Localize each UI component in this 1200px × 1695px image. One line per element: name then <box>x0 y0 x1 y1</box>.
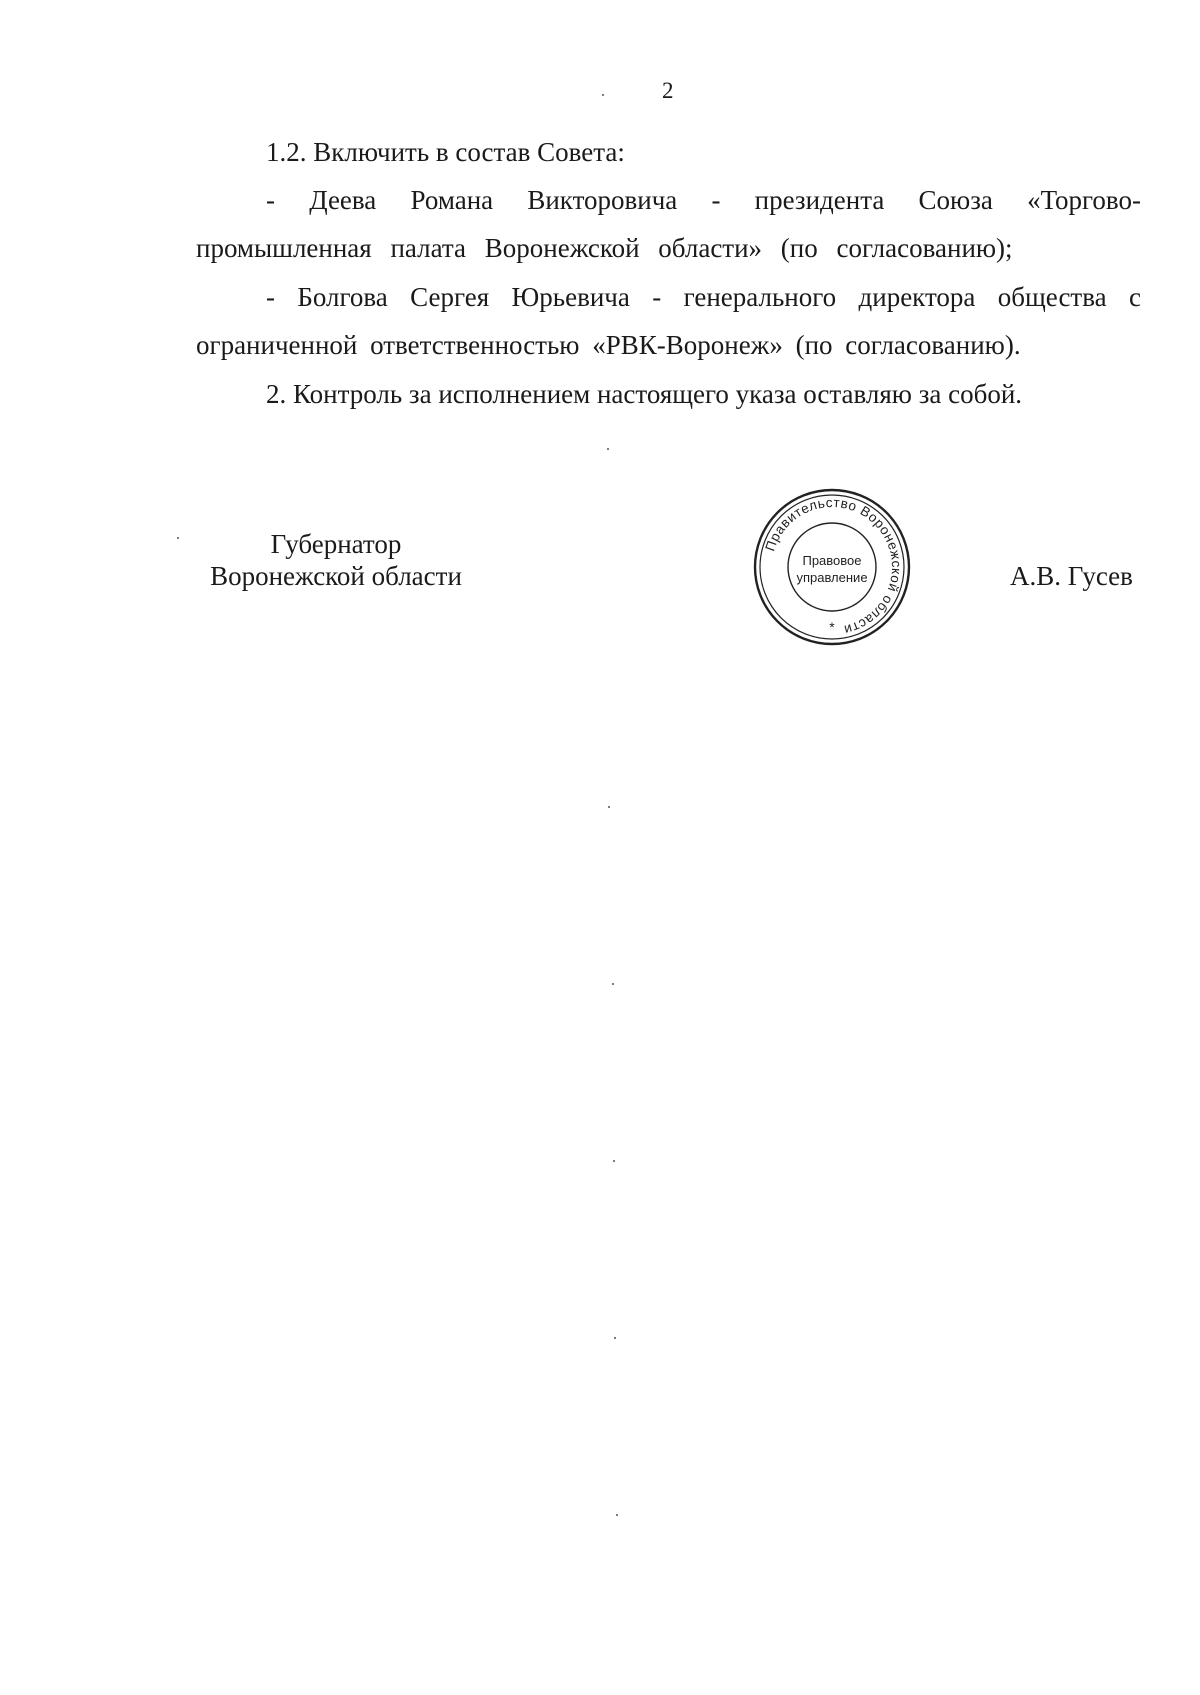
scan-speck <box>607 448 609 450</box>
scan-speck <box>616 1514 618 1516</box>
official-stamp <box>751 486 913 648</box>
paragraph-member-bolgov: - Болгова Сергея Юрьевича - генерального директора общества с ограниченной ответственностью «РВК-Воронеж» (по согласованию). <box>196 282 1141 360</box>
scan-speck <box>608 806 610 808</box>
signature-title <box>196 528 476 592</box>
paragraph-control: 2. Контроль за исполнением настоящего указа оставляю за собой. <box>266 379 1023 409</box>
paragraph-member-deev: - Деева Романа Викторовича - президента Союза «Торгово-промышленная палата Воронежской области» (по согласованию); <box>196 185 1141 263</box>
scan-speck <box>612 983 614 985</box>
scan-speck <box>177 537 179 539</box>
scan-speck <box>602 94 604 96</box>
signature-title-line-2: Воронежской области <box>210 561 462 591</box>
signature-name: А.В. Гусев <box>1010 561 1133 591</box>
stamp-star: * <box>829 619 835 635</box>
page-number: 2 <box>662 78 674 103</box>
scan-speck <box>614 1337 616 1339</box>
scan-speck <box>613 1160 615 1162</box>
stamp-center-line-1: Правовое <box>802 553 862 568</box>
signature-title-line-1: Губернатор <box>270 529 402 559</box>
stamp-ring-textpath: Правительство Воронежской области <box>762 494 905 638</box>
stamp-center-line-2: управление <box>796 570 868 585</box>
paragraph-1-2: 1.2. Включить в состав Совета: <box>266 137 625 167</box>
